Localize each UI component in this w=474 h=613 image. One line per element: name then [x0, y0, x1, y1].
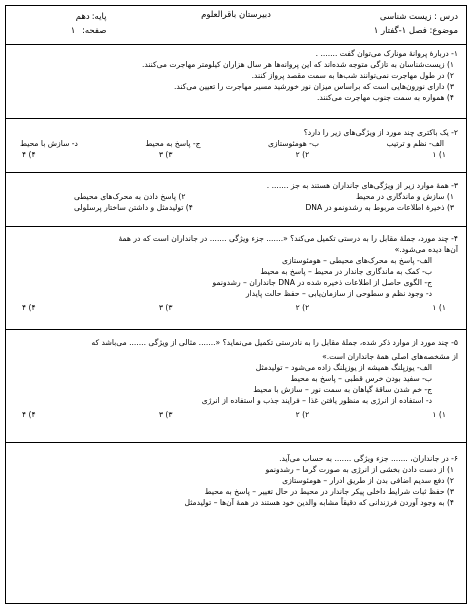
question-6: [6, 443, 466, 598]
item-a: الف- پاسخ به محرک‌های محیطی – هومئوستازی: [281, 256, 432, 265]
choice-3: ۳) ۳: [158, 410, 173, 419]
grade-label: پایه:: [91, 12, 107, 22]
label-a: الف- نظم و ترتیب: [386, 139, 444, 148]
option-2: ۲) دفع سدیم اضافی بدن از طریق ادرار – هومئوستازی: [282, 476, 454, 485]
question-1: [6, 45, 466, 119]
item-d: د- وجود نظم و سطوحی از سازمان‌یابی – حفظ حالت پایدار: [245, 289, 432, 298]
header-left: [66, 10, 106, 38]
choice-3: ۳) ۳: [158, 303, 173, 312]
answer-choices: [14, 149, 458, 160]
choice-3: ۳) ذخیرهٔ اطلاعات مربوط به رشدونمو در DNA: [305, 203, 454, 212]
feature-labels: [14, 138, 458, 149]
choice-1: ۱) ۱: [432, 303, 446, 312]
question-5: [6, 330, 466, 443]
grade-value: دهم: [75, 12, 90, 22]
choices-row-1: [14, 191, 458, 202]
question-stem: ۴- چند مورد، جملهٔ مقابل را به درستی تکمیل می‌کند؟ «....... جزء ویژگی ....... در جانداران است که در همهٔ: [118, 234, 458, 243]
option-1: ۱) از دست دادن بخشی از انرژی به صورت گرما – رشدونمو: [265, 465, 454, 474]
question-stem: ۳- همهٔ موارد زیر از ویژگی‌های جانداران هستند به جز ....... .: [266, 181, 458, 190]
exam-header: [6, 6, 466, 45]
question-2: [6, 119, 466, 173]
item-c: ج- خم شدن ساقهٔ گیاهان به سمت نور – سازش با محیط: [253, 385, 432, 394]
choice-2: ۲) پاسخ دادن به محرک‌های محیطی: [74, 192, 186, 201]
topic-title: موضوع: فصل ۱-گفتار ۱: [373, 26, 458, 36]
choice-3: ۳) ۳: [158, 150, 173, 159]
choice-1: ۱) ۱: [432, 410, 446, 419]
item-a: الف- یوزپلنگ همیشه از یوزپلنگ زاده می‌شود – تولیدمثل: [255, 363, 432, 372]
choice-1: ۱) سازش و ماندگاری در محیط: [356, 192, 454, 201]
option-4: ۴) به وجود آوردن فرزندانی که دقیقاً مشابه والدین خود هستند در همهٔ آن‌ها – تولیدمثل: [184, 498, 454, 507]
course-title: درس : زیست شناسی: [379, 12, 458, 22]
question-stem-cont: آن‌ها دیده می‌شود.»: [394, 245, 458, 254]
choice-4: ۴) ۴: [22, 303, 36, 312]
exam-sheet: [5, 5, 467, 604]
option-2: ۲) در طول مهاجرت نمی‌توانند شب‌ها به سمت مقصد پرواز کنند.: [251, 71, 454, 80]
question-4: [6, 227, 466, 330]
item-b: ب- سفید بودن خرس قطبی – پاسخ به محیط: [290, 374, 432, 383]
option-3: ۳) دارای نورون‌هایی است که براساس میزان نور خورشید مسیر مهاجرت را تعیین می‌کند.: [173, 82, 454, 91]
choices-row-2: [14, 202, 458, 213]
question-stem-cont: از مشخصه‌های اصلی همهٔ جانداران است.»: [322, 352, 458, 361]
choice-4: ۴) تولیدمثل و داشتن ساختار پرسلولی: [74, 203, 193, 212]
item-b: ب- کمک به ماندگاری جاندار در محیط – پاسخ به محیط: [260, 267, 432, 276]
question-stem: ۵- چند مورد از موارد ذکر شده، جملهٔ مقابل را به نادرستی تکمیل می‌نماید؟ «....... مثالی از ویژگی ....... می‌باشد که: [91, 338, 458, 347]
choice-1: ۱) ۱: [432, 150, 446, 159]
question-3: [6, 173, 466, 227]
choice-2: ۲) ۲: [295, 150, 310, 159]
item-c: ج- الگوی حاصل از اطلاعات ذخیره شده در DNA جانداران – رشدونمو: [212, 278, 432, 287]
item-d: د- استفاده از انرژی به منظور یافتن غذا – فرایند جذب و استفاده از انرژی: [201, 396, 432, 405]
choice-2: ۲) ۲: [295, 303, 310, 312]
answer-choices: [14, 409, 458, 420]
choice-2: ۲) ۲: [295, 410, 310, 419]
option-3: ۳) حفظ ثبات شرایط داخلی پیکر جاندار در محیط در حال تغییر – پاسخ به محیط: [204, 487, 454, 496]
page-label: صفحه:: [82, 26, 107, 36]
label-c: ج- پاسخ به محیط: [145, 139, 201, 148]
choice-4: ۴) ۴: [22, 150, 36, 159]
option-4: ۴) همواره به سمت جنوب مهاجرت می‌کنند.: [317, 93, 454, 102]
question-stem: ۱- دربارهٔ پروانهٔ مونارک می‌توان گفت ....... .: [315, 49, 458, 58]
question-stem: ۶- در جانداران، ....... جزء ویژگی ....... به حساب می‌آید.: [279, 454, 458, 463]
school-name: دبیرستان باقرالعلوم: [201, 10, 271, 20]
label-d: د- سازش با محیط: [20, 139, 78, 148]
label-b: ب- هومئوستازی: [267, 139, 320, 148]
answer-choices: [14, 302, 458, 313]
question-stem: ۲- یک باکتری چند مورد از ویژگی‌های زیر را دارد؟: [303, 128, 458, 137]
page-value: ۱: [70, 26, 76, 36]
choice-4: ۴) ۴: [22, 410, 36, 419]
option-1: ۱) زیست‌شناسان به تازگی متوجه شده‌اند که این پروانه‌ها هر سال هزاران کیلومتر مهاجرت می‌کنند.: [141, 60, 454, 69]
